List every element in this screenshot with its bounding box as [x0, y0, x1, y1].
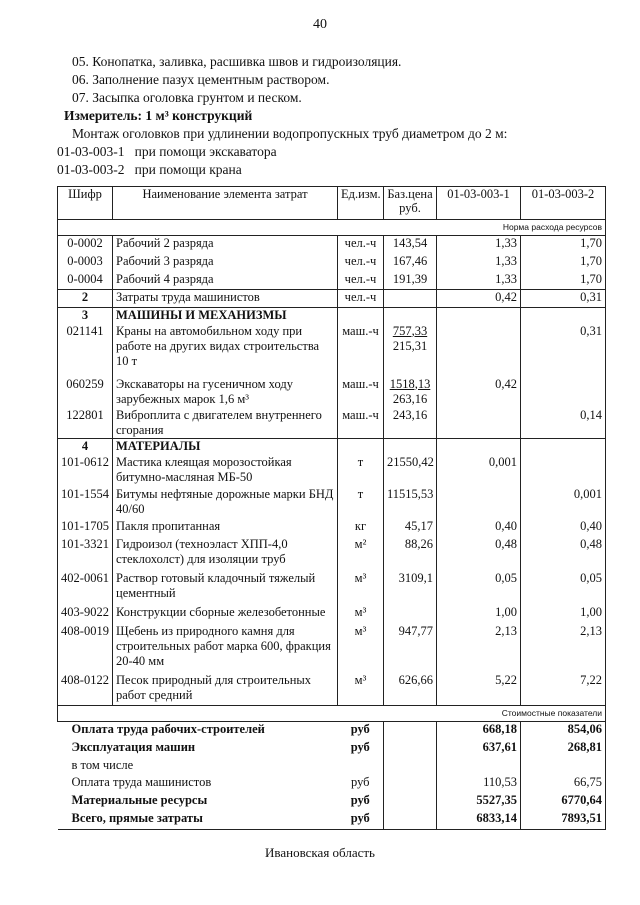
- header-v1: 01-03-003-1: [437, 187, 521, 220]
- row-v1: 0,40: [437, 519, 521, 537]
- header-v2: 01-03-003-2: [521, 187, 606, 220]
- total-unit: руб: [350, 774, 370, 789]
- row-v2: 1,70: [521, 272, 606, 290]
- row-code: 2: [58, 290, 113, 308]
- total-v1: 110,53: [437, 775, 521, 793]
- row-unit: м³: [338, 605, 384, 624]
- intro-line-1: 05. Конопатка, заливка, расшивка швов и гидроизоляция.: [72, 54, 402, 69]
- row-unit: т: [338, 487, 384, 519]
- total-unit: руб: [350, 722, 370, 736]
- table-row: [58, 519, 606, 537]
- header-code: Шифр: [58, 187, 113, 220]
- row-name: Гидроизол (техноэласт ХПП-4,0 стеклохолст) для изоляции труб: [113, 537, 338, 571]
- row-code: 101-0612: [58, 455, 113, 487]
- table-row: [58, 236, 606, 254]
- row-price: 143,54: [384, 236, 437, 254]
- row-name: Раствор готовый кладочный тяжелый цементный: [113, 571, 338, 605]
- table-row: [58, 455, 606, 487]
- row-code: 408-0019: [58, 624, 113, 673]
- row-name: Песок природный для строительных работ средний: [113, 673, 338, 706]
- row-code: 408-0122: [58, 673, 113, 706]
- row-code: 122801: [58, 408, 113, 439]
- total-v1: 6833,14: [437, 811, 521, 830]
- row-code: 0-0003: [58, 254, 113, 272]
- row-code: 0-0004: [58, 272, 113, 290]
- row-v2: 2,13: [521, 624, 606, 673]
- total-row: [58, 793, 606, 811]
- table-row: [58, 377, 606, 408]
- row-unit: кг: [338, 519, 384, 537]
- row-unit: чел.-ч: [338, 272, 384, 290]
- section-title: МАШИНЫ И МЕХАНИЗМЫ: [113, 308, 338, 324]
- row-v1: 0,05: [437, 571, 521, 605]
- total-v2: 6770,64: [521, 793, 606, 811]
- total-unit: руб: [338, 811, 384, 830]
- row-price: 11515,53: [384, 487, 437, 519]
- row-name: Затраты труда машинистов: [113, 290, 338, 308]
- row-v2: 0,31: [521, 290, 606, 308]
- row-v1: [437, 487, 521, 519]
- row-code: 402-0061: [58, 571, 113, 605]
- row-name: Краны на автомобильном ходу при работе на других видах строительства 10 т: [113, 324, 338, 377]
- row-v2: 0,40: [521, 519, 606, 537]
- row-name: Мастика клеящая морозостойкая битумно-масляная МБ-50: [113, 455, 338, 487]
- row-name: Рабочий 3 разряда: [113, 254, 338, 272]
- measure-title: Измеритель: 1 м³ конструкций: [64, 108, 253, 123]
- total-v2: 854,06: [521, 722, 606, 740]
- table-row: [58, 537, 606, 571]
- code-line-2: [57, 162, 242, 178]
- row-code: 060259: [58, 377, 113, 408]
- total-v2: 7893,51: [521, 811, 606, 830]
- row-v1: 0,42: [437, 377, 521, 408]
- table-row: [58, 624, 606, 673]
- code-text: при помощи экскаватора: [134, 144, 277, 159]
- total-name: Всего, прямые затраты: [58, 811, 338, 830]
- table-row: [58, 605, 606, 624]
- section-code: 4: [58, 439, 113, 455]
- row-v2: 0,31: [521, 324, 606, 377]
- row-v1: 5,22: [437, 673, 521, 706]
- table-row: [58, 290, 606, 308]
- row-v1: 0,001: [437, 455, 521, 487]
- table-row: [58, 254, 606, 272]
- total-unit: руб: [350, 739, 370, 754]
- total-unit: руб: [350, 792, 370, 807]
- row-unit: маш.-ч: [338, 324, 384, 377]
- total-row: [58, 775, 606, 793]
- total-name: Материальные ресурсы: [71, 792, 208, 807]
- table-row: [58, 408, 606, 439]
- footer-region: Ивановская область: [265, 845, 375, 860]
- table-row: [58, 324, 606, 377]
- row-price-top: 1518,13: [389, 376, 431, 391]
- table-header: [58, 187, 606, 220]
- resource-table: [57, 186, 606, 830]
- row-code: 101-1554: [58, 487, 113, 519]
- row-v2: 1,70: [521, 236, 606, 254]
- row-price: 191,39: [384, 272, 437, 290]
- row-price-bottom: 215,31: [392, 338, 428, 353]
- row-name: Экскаваторы на гусеничном ходу зарубежных марок 1,6 м³: [113, 377, 338, 408]
- row-v2: 1,00: [521, 605, 606, 624]
- row-name: Битумы нефтяные дорожные марки БНД 40/60: [113, 487, 338, 519]
- total-row: [58, 811, 606, 830]
- cost-caption: Стоимостные показатели: [58, 706, 606, 722]
- total-row: [58, 758, 606, 775]
- row-code: 101-1705: [58, 519, 113, 537]
- row-name: Рабочий 4 разряда: [113, 272, 338, 290]
- row-price: 45,17: [384, 519, 437, 537]
- row-code: 403-9022: [58, 605, 113, 624]
- code-text: при помощи крана: [134, 162, 242, 177]
- total-v1: 5527,35: [437, 793, 521, 811]
- row-v2: 0,14: [521, 408, 606, 439]
- row-unit: маш.-ч: [338, 377, 384, 408]
- total-name: в том числе: [71, 757, 134, 772]
- row-name: Щебень из природного камня для строительных работ марка 600, фракция 20-40 мм: [113, 624, 338, 673]
- total-name: Эксплуатация машин: [71, 739, 196, 754]
- row-price: 21550,42: [384, 455, 437, 487]
- row-v1: 2,13: [437, 624, 521, 673]
- row-price: 3109,1: [384, 571, 437, 605]
- row-v2: 0,05: [521, 571, 606, 605]
- row-v1: 0,42: [437, 290, 521, 308]
- row-v2: 7,22: [521, 673, 606, 706]
- row-v1: [437, 324, 521, 377]
- code-id: 01-03-003-1: [57, 144, 125, 159]
- row-unit: чел.-ч: [338, 254, 384, 272]
- page-number: 40: [313, 17, 327, 32]
- table-row: [58, 673, 606, 706]
- header-unit: Ед.изм.: [338, 187, 384, 220]
- row-unit: м³: [338, 571, 384, 605]
- row-price: 243,16: [384, 408, 437, 439]
- row-v2: 1,70: [521, 254, 606, 272]
- row-unit: чел.-ч: [338, 290, 384, 308]
- row-name: Виброплита с двигателем внутреннего сгорания: [113, 408, 338, 439]
- row-price-top: 757,33: [392, 323, 428, 338]
- row-price: 167,46: [384, 254, 437, 272]
- row-price: 626,66: [384, 673, 437, 706]
- row-price: 947,77: [384, 624, 437, 673]
- row-v2: [521, 377, 606, 408]
- row-price-bottom: 263,16: [392, 391, 428, 406]
- row-v2: 0,001: [521, 487, 606, 519]
- row-v1: [437, 408, 521, 439]
- table-row: [58, 571, 606, 605]
- row-name: Пакля пропитанная: [113, 519, 338, 537]
- row-unit: маш.-ч: [338, 408, 384, 439]
- total-row: [58, 722, 606, 740]
- total-v2: 268,81: [521, 740, 606, 758]
- total-unit: [338, 758, 384, 775]
- total-v2: [521, 758, 606, 775]
- header-price: Баз.цена руб.: [384, 187, 437, 220]
- section-row: [58, 439, 606, 455]
- row-code: 021141: [58, 324, 113, 377]
- row-unit: м³: [338, 624, 384, 673]
- total-name: Оплата труда рабочих-строителей: [71, 722, 265, 736]
- row-v1: 1,00: [437, 605, 521, 624]
- work-description: Монтаж оголовков при удлинении водопропускных труб диаметром до 2 м:: [72, 126, 508, 141]
- norm-caption: Норма расхода ресурсов: [58, 220, 606, 236]
- total-v1: 668,18: [437, 722, 521, 740]
- total-row: [58, 740, 606, 758]
- intro-line-3: 07. Засыпка оголовка грунтом и песком.: [72, 90, 302, 105]
- header-name: Наименование элемента затрат: [113, 187, 338, 220]
- row-name: Рабочий 2 разряда: [113, 236, 338, 254]
- row-v2: [521, 455, 606, 487]
- code-id: 01-03-003-2: [57, 162, 125, 177]
- row-price: 88,26: [384, 537, 437, 571]
- row-unit: м³: [338, 673, 384, 706]
- section-title: МАТЕРИАЛЫ: [113, 439, 338, 455]
- row-v1: 1,33: [437, 254, 521, 272]
- row-code: 0-0002: [58, 236, 113, 254]
- row-v1: 0,48: [437, 537, 521, 571]
- section-code: 3: [58, 308, 113, 324]
- row-v1: 1,33: [437, 272, 521, 290]
- row-name: Конструкции сборные железобетонные: [113, 605, 338, 624]
- row-unit: м²: [338, 537, 384, 571]
- total-v2: 66,75: [521, 775, 606, 793]
- table-row: [58, 272, 606, 290]
- table-row: [58, 487, 606, 519]
- total-name: Оплата труда машинистов: [71, 774, 212, 789]
- row-v2: 0,48: [521, 537, 606, 571]
- section-row: [58, 308, 606, 324]
- intro-line-2: 06. Заполнение пазух цементным раствором.: [72, 72, 330, 87]
- row-code: 101-3321: [58, 537, 113, 571]
- row-unit: чел.-ч: [338, 236, 384, 254]
- row-unit: т: [338, 455, 384, 487]
- row-price: [384, 605, 437, 624]
- row-v1: 1,33: [437, 236, 521, 254]
- total-v1: 637,61: [437, 740, 521, 758]
- total-v1: [437, 758, 521, 775]
- code-line-1: [57, 144, 277, 160]
